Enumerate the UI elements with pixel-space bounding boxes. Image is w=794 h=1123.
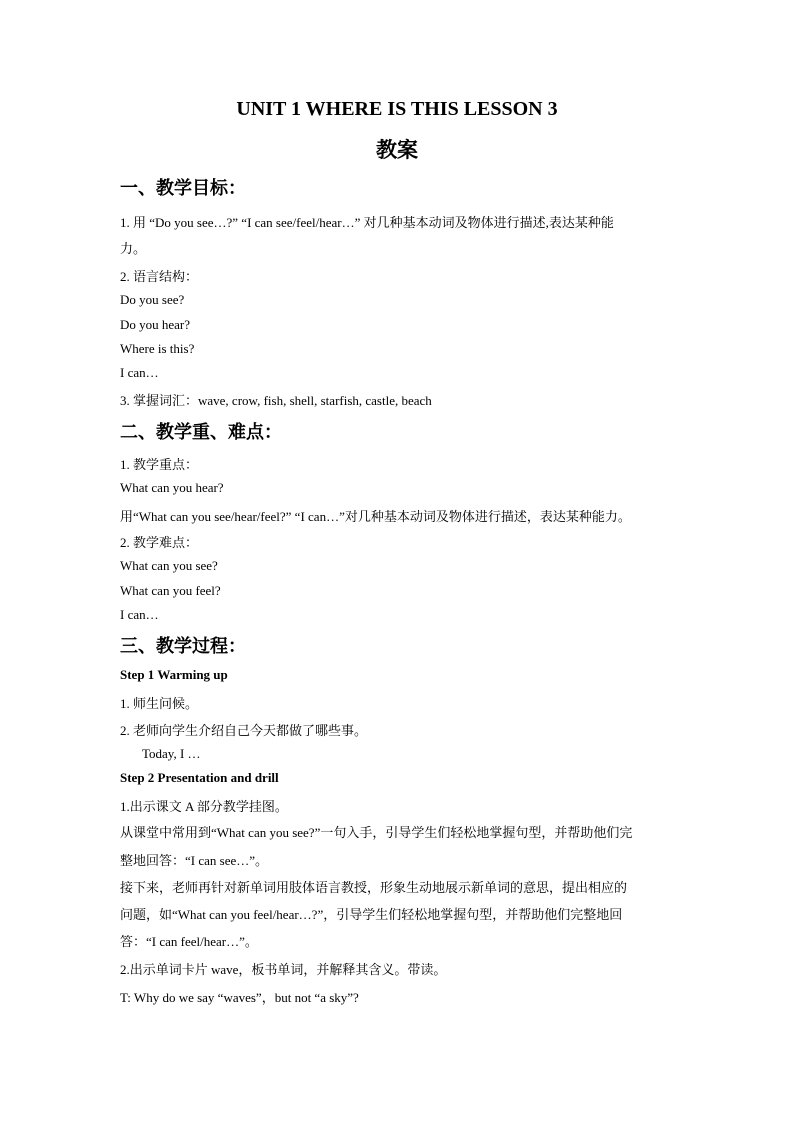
section-heading-key-points: 二、教学重、难点： (120, 422, 282, 442)
objectives-line-2: 2. 语言结构： (120, 269, 199, 284)
key-points-line-4: 2. 教学难点： (120, 535, 199, 550)
key-points-line-2: What can you hear? (120, 480, 224, 495)
section-heading-process: 三、教学过程： (120, 636, 246, 656)
process-line-6: 接下来，老师再针对新单词用肢体语言教授，形象生动地展示新单词的意思，提出相应的 (120, 880, 628, 895)
objectives-line-1-cont: 力。 (120, 241, 147, 256)
process-line-3: Today, I … (142, 746, 201, 761)
objectives-line-7: 3. 掌握词汇：wave, crow, fish, shell, starfish, castle, beach (120, 393, 432, 408)
objectives-line-1: 1. 用 “Do you see…?” “I can see/feel/hear…” 对几种基本动词及物体进行描述,表达某种能 (120, 215, 614, 230)
process-line-4: 1.出示课文 A 部分教学挂图。 (120, 799, 288, 814)
key-points-line-5: What can you see? (120, 558, 218, 573)
process-line-5-cont: 整地回答：“I can see…”。 (120, 853, 269, 868)
document-subtitle: 教案 (376, 138, 418, 162)
objectives-line-4: Do you hear? (120, 317, 191, 332)
key-points-line-6: What can you feel? (120, 583, 221, 598)
key-points-line-3: 用“What can you see/hear/feel?” “I can…”对几种基本动词及物体进行描述，表达某种能力。 (120, 509, 631, 524)
section-heading-objectives: 一、教学目标： (120, 178, 246, 198)
process-line-7: 2.出示单词卡片 wave，板书单词，并解释其含义。带读。 (120, 962, 447, 977)
process-line-8: T: Why do we say “waves”，but not “a sky”? (120, 990, 359, 1005)
step-1-heading: Step 1 Warming up (120, 667, 228, 682)
objectives-line-6: I can… (120, 365, 159, 380)
key-points-line-1: 1. 教学重点： (120, 457, 199, 472)
objectives-line-5: Where is this? (120, 341, 195, 356)
objectives-line-3: Do you see? (120, 292, 185, 307)
process-line-5: 从课堂中常用到“What can you see?”一句入手，引导学生们轻松地掌握句型，并帮助他们完 (120, 825, 633, 840)
document-title: UNIT 1 WHERE IS THIS LESSON 3 (236, 98, 558, 120)
process-line-6-cont: 问题，如“What can you feel/hear…?”，引导学生们轻松地掌握句型，并帮助他们完整地回 (120, 907, 623, 922)
process-line-6-cont-2: 答：“I can feel/hear…”。 (120, 934, 258, 949)
step-2-heading: Step 2 Presentation and drill (120, 770, 279, 785)
process-line-2: 2. 老师向学生介绍自己今天都做了哪些事。 (120, 723, 368, 738)
process-line-1: 1. 师生问候。 (120, 696, 199, 711)
key-points-line-7: I can… (120, 607, 159, 622)
